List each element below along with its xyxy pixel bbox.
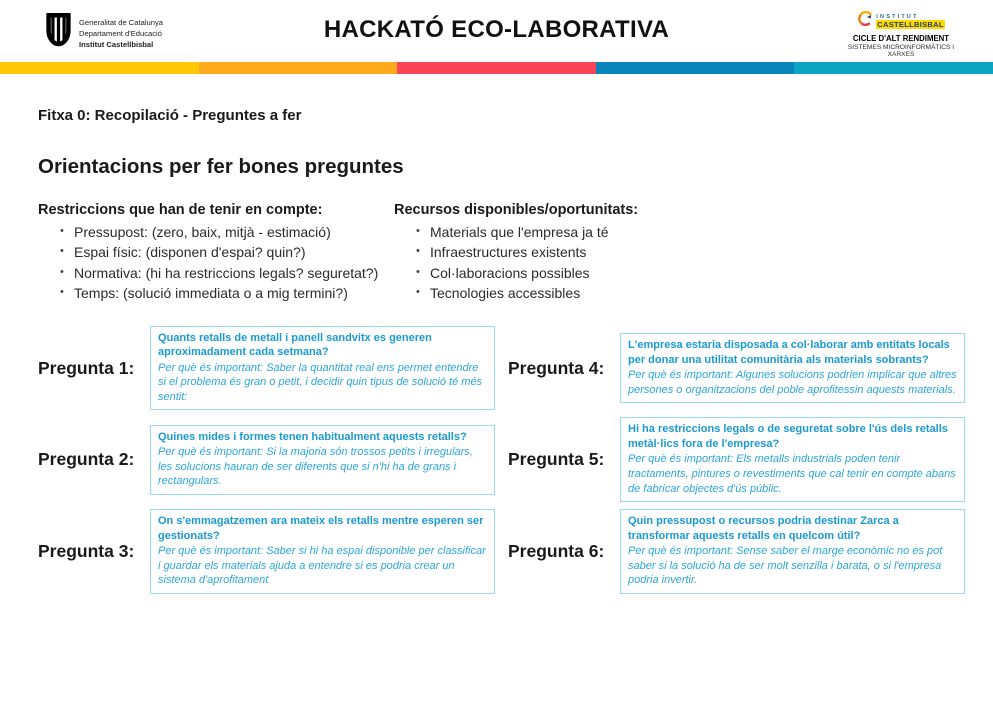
- pregunta-question: Hi ha restriccions legals o de seguretat sobre l'ús dels retalls metàl·lics fora de l'empresa?: [628, 423, 948, 450]
- stripe-segment-red: [397, 62, 596, 74]
- pregunta-question: Quin pressupost o recursos podria destinar Zarca a transformar aquests retalls en quelcom útil?: [628, 515, 899, 542]
- logo-line-institut: Institut Castellbisbal: [79, 39, 154, 49]
- cicle-label: CICLE D'ALT RENDIMENT: [852, 34, 950, 43]
- pregunta-question: On s'emmagatzemen ara mateix els retalls mentre esperen ser gestionats?: [158, 515, 484, 542]
- stripe-segment-yellow: [0, 62, 199, 74]
- institut-castellbisbal-logo: [835, 10, 967, 58]
- pregunta-why: Per què és important: Els metalls industrials poden tenir tractaments, pintures o revestiments que cal tenir en compte abans de fabricar objectes d'ús públic.: [628, 453, 956, 495]
- restriccions-column: [38, 202, 394, 305]
- preguntes-grid: [38, 326, 965, 594]
- pregunta-why: Per què és important: Saber si hi ha espai disponible per classificar i guardar els materials ajuda a entendre si es podria crear un sistema d'aprofitament: [158, 545, 486, 587]
- pregunta-question: Quants retalls de metall i panell sandvitx es generen aproximadament cada setmana?: [158, 331, 432, 359]
- castellbisbal-label: CASTELLBISBAL: [877, 19, 944, 29]
- pregunta-label: Pregunta 6:: [508, 540, 605, 561]
- logo-line-generalitat: Generalitat de Catalunya: [79, 17, 164, 27]
- fitxa-subtitle: Fitxa 0: Recopilació - Preguntes a fer: [38, 107, 302, 124]
- section-title: Orientacions per fer bones preguntes: [38, 155, 404, 178]
- restriccions-list: [38, 223, 394, 303]
- pregunta-4: [508, 326, 965, 411]
- pregunta-label: Pregunta 1:: [38, 357, 135, 378]
- institut-label: INSTITUT: [876, 13, 919, 20]
- page-content: [0, 107, 993, 594]
- guidance-columns: [38, 202, 965, 305]
- list-item: • Pressupost: (zero, baix, mitjà - estimació): [60, 223, 394, 241]
- pregunta-label: Pregunta 5:: [508, 449, 605, 470]
- pregunta-box: [620, 417, 965, 502]
- stripe-segment-teal: [794, 62, 993, 74]
- stripe-segment-blue: [596, 62, 795, 74]
- logo-line-departament: Departament d'Educació: [79, 28, 162, 38]
- sistemes-label: SISTEMES MICROINFORMÀTICS I XARXES: [847, 44, 955, 58]
- pregunta-2: [38, 417, 495, 502]
- recursos-column: [394, 202, 638, 305]
- list-item: • Espai físic: (disponen d'espai? quin?): [60, 243, 394, 261]
- restriccions-heading: Restriccions que han de tenir en compte:: [38, 202, 323, 218]
- recursos-heading: Recursos disponibles/oportunitats:: [394, 202, 639, 218]
- pregunta-5: [508, 417, 965, 502]
- pregunta-box: [150, 509, 495, 594]
- pregunta-6: [508, 509, 965, 594]
- pregunta-label: Pregunta 2:: [38, 449, 135, 470]
- list-item: • Tecnologies accessibles: [416, 284, 638, 302]
- institut-logo-icon: [857, 10, 874, 32]
- pregunta-box: [150, 425, 495, 495]
- list-item: • Infraestructures existents: [416, 243, 638, 261]
- pregunta-label: Pregunta 4:: [508, 357, 605, 378]
- pregunta-why: Per què és important: Sense saber el marge econòmic no es pot saber si la solució ha de ser molt senzilla i barata, o si l'empresa podria invertir.: [628, 545, 943, 587]
- stripe-segment-orange: [199, 62, 398, 74]
- brand-color-stripe: [0, 62, 993, 74]
- pregunta-1: [38, 326, 495, 411]
- pregunta-label: Pregunta 3:: [38, 540, 135, 561]
- pregunta-box: [620, 509, 965, 594]
- pregunta-why: Per què és important: Si la majoria són trossos petits i irregulars, les solucions hauran de ser diferents que si n'hi ha de grans i rectangulars.: [158, 446, 473, 488]
- list-item: • Normativa: (hi ha restriccions legals? seguretat?): [60, 264, 394, 282]
- list-item: • Col·laboracions possibles: [416, 264, 638, 282]
- pregunta-box: [150, 326, 495, 411]
- page-title: HACKATÓ ECO-LABORATIVA: [323, 16, 670, 43]
- pregunta-box: [620, 333, 965, 403]
- list-item: • Materials que l'empresa ja té: [416, 223, 638, 241]
- pregunta-3: [38, 509, 495, 594]
- recursos-list: [394, 223, 638, 303]
- pregunta-question: Quines mides i formes tenen habitualment aquests retalls?: [158, 430, 467, 443]
- pregunta-why: Per què és important: Algunes solucions podrien implicar que altres persones o organitzacions del poble aprofitessin aquests materials.: [628, 369, 957, 396]
- page-header: [0, 0, 993, 62]
- pregunta-question: L'empresa estaria disposada a col·laborar amb entitats locals per donar una utilitat comunitària als materials sobrants?: [628, 339, 950, 366]
- list-item: • Temps: (solució immediata o a mig termini?): [60, 284, 394, 302]
- pregunta-why: Per què és important: Saber la quantitat real ens permet entendre si el problema és gran o petit, i decidir quin tipus de solució té més sentit:: [158, 361, 483, 403]
